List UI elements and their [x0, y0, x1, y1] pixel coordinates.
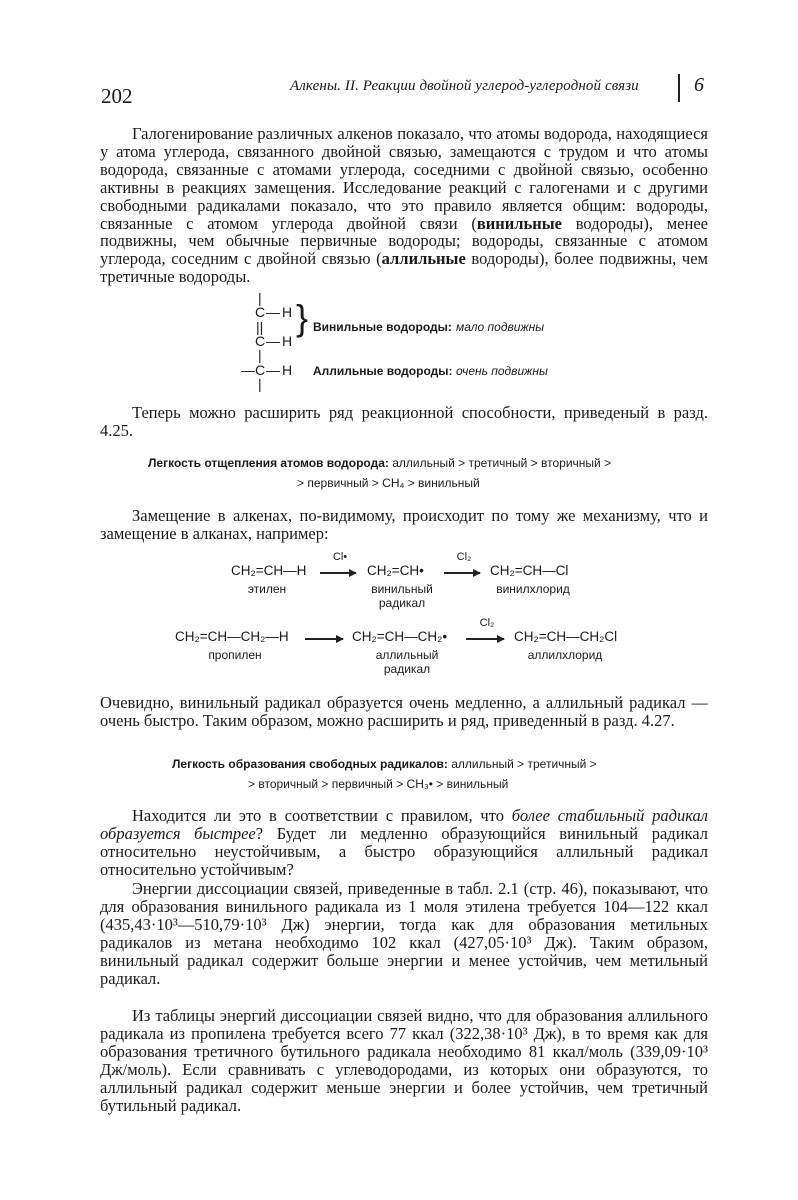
allyl-radical-formula: CH₂=CH—CH₂•	[352, 629, 448, 644]
propylene-name: пропилен	[208, 648, 262, 662]
chapter-number: 6	[694, 74, 704, 96]
atom-c3: C	[255, 362, 266, 378]
para1-text-3: водороды), более подвижны, чем третичные водороды.	[100, 249, 708, 287]
para5-text-2: ? Будет ли медленно образующийся винильный радикал относительно неустойчивым, а быстро образующийся аллильный радикал относительно устойчивым?	[100, 823, 708, 879]
paragraph-dissociation-energies: Энергии диссоциации связей, приведенные в табл. 2.1 (стр. 46), показывают, что для образования винильного радикала из 1 моля этилена требуется 104—122 ккал (435,43·10³—510,79·10³ Дж) энергии, тогда как для образования метильных радикалов из метана необходимо 102 ккал (427,05·10³ Дж). Таким образом, винильный радикал содержит больше энергии и менее устойчив, чем метильный радикал.	[100, 879, 708, 988]
paragraph-stability-question	[100, 807, 708, 879]
paragraph-extend-series: Теперь можно расширить ряд реакционной способности, приведеный в разд. 4.25.	[100, 403, 708, 440]
series2-line1: аллильный > третичный >	[451, 757, 597, 771]
series1-line2: > первичный > CH₄ > винильный	[297, 476, 480, 490]
hydrogen-abstraction-series	[148, 456, 611, 470]
series2-title: Легкость образования свободных радикалов:	[172, 757, 448, 771]
vinyl-label: Винильные водороды:	[313, 320, 452, 334]
bond-c3-h: —	[266, 362, 280, 378]
bond-c1-h: —	[266, 304, 280, 320]
allyl-label: Аллильные водороды:	[313, 364, 453, 378]
running-title: Алкены. II. Реакции двойной углерод-углеродной связи	[290, 78, 639, 94]
reagent-cl-radical: Cl•	[332, 551, 348, 563]
bond-mid: |	[258, 347, 262, 363]
term-vinyl: винильные	[476, 213, 562, 233]
vinyl-radical-formula: CH₂=CH•	[367, 563, 424, 578]
paragraph-mechanism: Замещение в алкенах, по-видимому, происходит по тому же механизму, что и замещение в алканах, например:	[100, 506, 708, 543]
series1-title: Легкость отщепления атомов водорода:	[148, 456, 389, 470]
atom-h1: H	[282, 304, 293, 320]
atom-c1: C	[255, 304, 266, 320]
paragraph-radical-rates: Очевидно, винильный радикал образуется очень медленно, а аллильный радикал — очень быстро. Таким образом, можно расширить и ряд, приведенный в разд. 4.27.	[100, 693, 708, 730]
bond-left: —	[241, 362, 255, 378]
ethylene-formula: CH₂=CH—H	[231, 563, 307, 578]
structure-diagram	[238, 290, 578, 390]
series1-line1: аллильный > третичный > вторичный >	[392, 456, 612, 470]
header-divider	[678, 74, 680, 102]
brace: }	[296, 297, 309, 338]
radical-formation-series	[172, 757, 597, 771]
vinyl-radical-name: винильный радикал	[371, 582, 433, 610]
allyl-radical-name: аллильный радикал	[375, 648, 439, 676]
atom-h3: H	[282, 362, 293, 378]
propylene-formula: CH₂=CH—CH₂—H	[175, 629, 289, 644]
vinyl-chloride-formula: CH₂=CH—Cl	[490, 563, 569, 578]
paragraph-halogenation	[100, 125, 708, 286]
arrow-3	[305, 638, 343, 640]
term-allyl: аллильные	[381, 249, 466, 269]
para1-text-1: Галогенирование различных алкенов показало, что атомы водорода, находящиеся у атома углерода, связанного двойной связью, замещаются с трудом и что атомы водорода, связанные с атомами углерода, соседними с двойной связью, особенно активны в реакциях замещения. Исследование реакций с галогенами и с другими свободными радикалами показало, что это правило является общим: водороды, связанные с атомом углерода двойной связи (	[100, 124, 708, 233]
arrow-2	[444, 572, 480, 574]
reagent-cl2-1: Cl₂	[456, 551, 472, 563]
reagent-cl2-2: Cl₂	[479, 617, 495, 629]
allyl-chloride-name: аллилхлорид	[527, 648, 603, 662]
allyl-chloride-formula: CH₂=CH—CH₂Cl	[514, 629, 618, 644]
ethylene-name: этилен	[247, 582, 287, 596]
para1-text-2: водороды), менее подвижны, чем обычные первичные водороды; водороды, связанные с атомом углерода, соседним с двойной связью (	[100, 213, 708, 269]
bond-top: |	[258, 290, 262, 306]
arrow-1	[320, 572, 356, 574]
page-number: 202	[101, 84, 133, 108]
atom-c2: C	[255, 333, 266, 349]
atom-h2: H	[282, 333, 293, 349]
vinyl-chloride-name: винилхлорид	[496, 582, 570, 596]
series2-line2: > вторичный > первичный > CH₃• > винильный	[248, 777, 509, 791]
allyl-mobility: очень подвижны	[456, 364, 548, 378]
vinyl-mobility: мало подвижны	[456, 320, 545, 334]
rule-italic: более стабильный радикал образуется быстрее	[100, 806, 708, 843]
arrow-4	[466, 638, 504, 640]
para5-text-1: Находится ли это в соответствии с правилом, что	[132, 806, 512, 825]
paragraph-allyl-stability: Из таблицы энергий диссоциации связей видно, что для образования аллильного радикала из пропилена требуется всего 77 ккал (322,38·10³ Дж), в то время как для образования третичного бутильного радикала необходимо 81 ккал/моль (339,09·10³ Дж/моль). Если сравнивать с углеводородами, из которых они образуются, то аллильный радикал содержит меньше энергии и более устойчив, чем третичный бутильный радикал.	[100, 1006, 708, 1115]
double-bond: ||	[256, 319, 264, 335]
bond-bottom: |	[258, 376, 262, 392]
bond-c2-h: —	[266, 333, 280, 349]
